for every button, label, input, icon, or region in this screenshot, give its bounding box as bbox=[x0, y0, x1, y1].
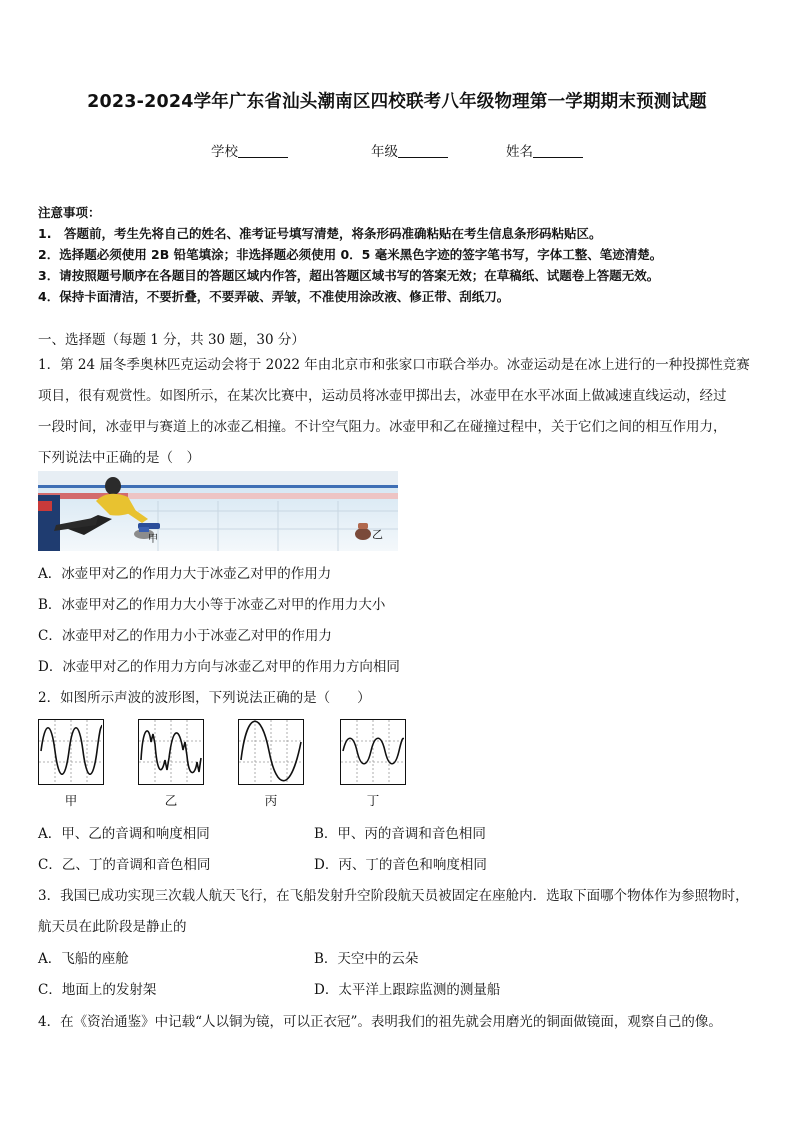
notice-item: 2．选择题必须使用 2B 铅笔填涂；非选择题必须使用 0．5 毫米黑色字迹的签字笔书写，字体工整、笔迹清楚。 bbox=[38, 247, 663, 262]
name-blank[interactable] bbox=[533, 143, 583, 158]
q3-option-b[interactable]: B．天空中的云朵 bbox=[314, 951, 419, 967]
waveform-jia bbox=[38, 719, 104, 785]
waveform-yi bbox=[138, 719, 204, 785]
q2-option-b[interactable]: B．甲、丙的音调和音色相同 bbox=[314, 826, 486, 842]
q3-stem-line: 3．我国已成功实现三次载人航天飞行，在飞船发射升空阶段航天员被固定在座舱内．选取下面哪个物体作为参照物时， bbox=[38, 888, 749, 904]
page-title: 2023-2024学年广东省汕头潮南区四校联考八年级物理第一学期期末预测试题 bbox=[87, 92, 707, 112]
stone-a-label: 甲 bbox=[148, 534, 158, 545]
notice-heading: 注意事项： bbox=[38, 205, 101, 220]
q3-option-a[interactable]: A．飞船的座舱 bbox=[38, 951, 129, 967]
waveform-bing bbox=[238, 719, 304, 785]
school-field bbox=[211, 140, 288, 160]
q2-stem: 2．如图所示声波的波形图，下列说法正确的是（ ） bbox=[38, 690, 371, 706]
notice-item: 4．保持卡面清洁，不要折叠，不要弄破、弄皱，不准使用涂改液、修正带、刮纸刀。 bbox=[38, 289, 510, 304]
notice-item: 3．请按照题号顺序在各题目的答题区域内作答，超出答题区域书写的答案无效；在草稿纸、试题卷上答题无效。 bbox=[38, 268, 660, 283]
q1-option-d[interactable]: D．冰壶甲对乙的作用力方向与冰壶乙对甲的作用力方向相同 bbox=[38, 659, 400, 675]
name-field bbox=[506, 140, 583, 160]
grade-blank[interactable] bbox=[398, 143, 448, 158]
waveform-caption: 丙 bbox=[264, 793, 278, 808]
q3-option-d[interactable]: D．太平洋上跟踪监测的测量船 bbox=[314, 982, 501, 998]
q2-option-d[interactable]: D．丙、丁的音色和响度相同 bbox=[314, 857, 487, 873]
waveform-ding bbox=[340, 719, 406, 785]
q1-stem-line: 一段时间，冰壶甲与赛道上的冰壶乙相撞。不计空气阻力。冰壶甲和乙在碰撞过程中，关于它们之间的相互作用力， bbox=[38, 419, 727, 435]
notice-item: 1. 答题前，考生先将自己的姓名、准考证号填写清楚，将条形码准确粘贴在考生信息条形码粘贴区。 bbox=[38, 226, 602, 241]
grade-field bbox=[371, 140, 448, 160]
q1-stem-line: 1．第 24 届冬季奥林匹克运动会将于 2022 年由北京市和张家口市联合举办。冰壶运动是在冰上进行的一种投掷性竞赛 bbox=[38, 357, 750, 373]
school-label: 学校 bbox=[211, 144, 238, 160]
q1-option-a[interactable]: A．冰壶甲对乙的作用力大于冰壶乙对甲的作用力 bbox=[38, 566, 332, 582]
school-blank[interactable] bbox=[238, 143, 288, 158]
q2-option-a[interactable]: A．甲、乙的音调和响度相同 bbox=[38, 826, 210, 842]
waveform-caption: 丁 bbox=[366, 793, 380, 808]
q4-stem-line: 4．在《资治通鉴》中记载“人以铜为镜，可以正衣冠”。表明我们的祖先就会用磨光的铜面做镜面，观察自己的像。 bbox=[38, 1014, 722, 1030]
name-label: 姓名 bbox=[506, 144, 533, 160]
q3-option-c[interactable]: C．地面上的发射架 bbox=[38, 982, 157, 998]
q2-option-c[interactable]: C．乙、丁的音调和音色相同 bbox=[38, 857, 211, 873]
q1-option-b[interactable]: B．冰壶甲对乙的作用力大小等于冰壶乙对甲的作用力大小 bbox=[38, 597, 386, 613]
q1-option-c[interactable]: C．冰壶甲对乙的作用力小于冰壶乙对甲的作用力 bbox=[38, 628, 332, 644]
q3-stem-line: 航天员在此阶段是静止的 bbox=[38, 919, 187, 935]
waveform-caption: 甲 bbox=[64, 793, 78, 808]
stone-b-label: 乙 bbox=[372, 528, 383, 541]
section-heading: 一、选择题（每题 1 分，共 30 题，30 分） bbox=[38, 332, 305, 348]
curling-photo bbox=[38, 471, 398, 551]
waveform-caption: 乙 bbox=[164, 793, 178, 808]
q1-stem-line: 下列说法中正确的是（ ） bbox=[38, 450, 200, 466]
q1-stem-line: 项目，很有观赏性。如图所示，在某次比赛中，运动员将冰壶甲掷出去，冰壶甲在水平冰面上做减速直线运动，经过 bbox=[38, 388, 727, 404]
grade-label: 年级 bbox=[371, 144, 398, 160]
